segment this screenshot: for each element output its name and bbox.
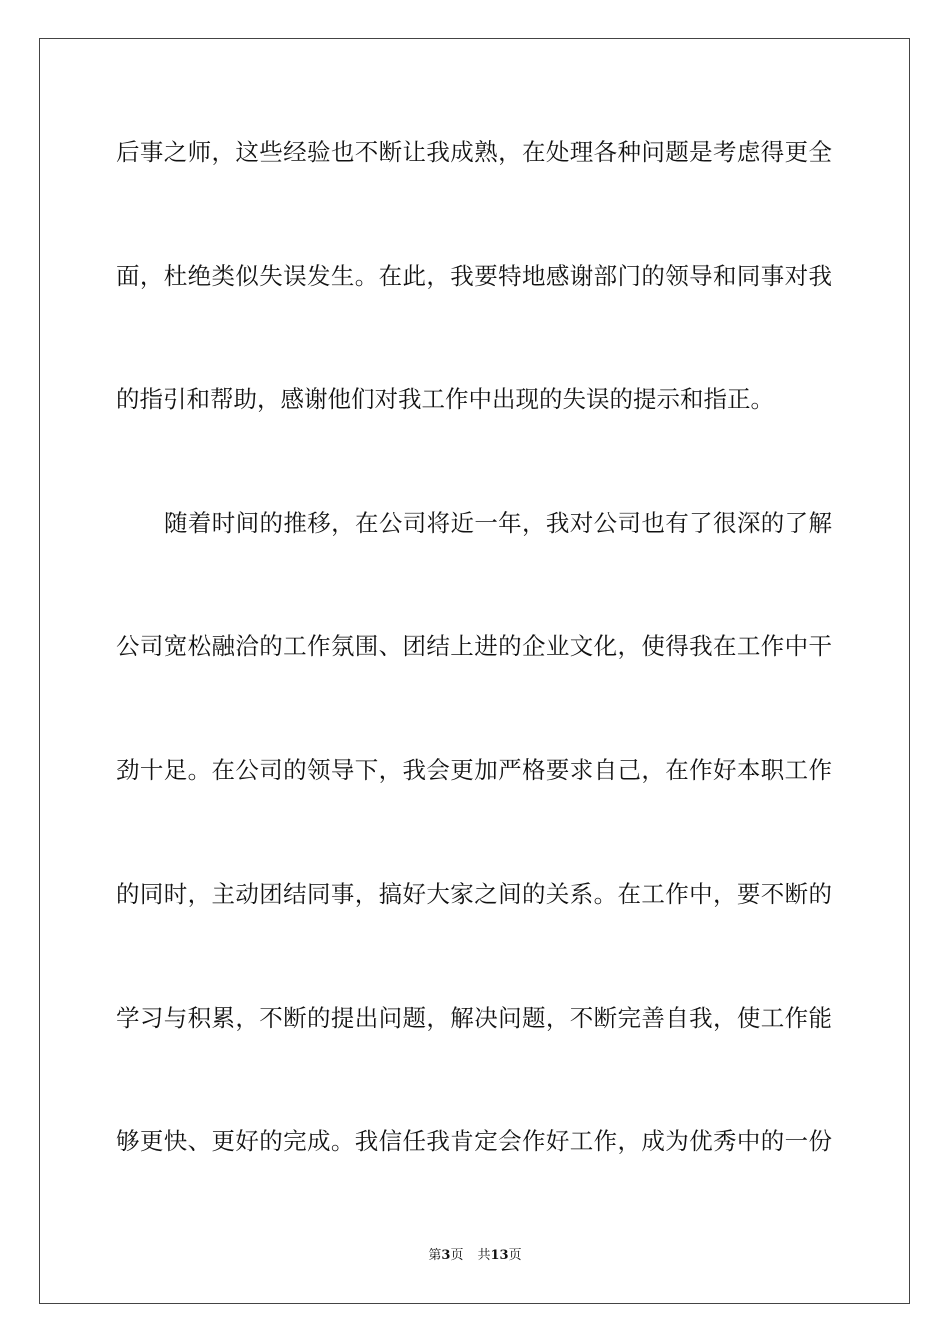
footer-total-suffix: 页 (508, 1248, 522, 1263)
page-footer (0, 1247, 950, 1265)
page-border (39, 38, 910, 1304)
text-line: 面，杜绝类似失误发生。在此，我要特地感谢部门的领导和同事对我 (116, 262, 832, 290)
footer-page-suffix: 页 (450, 1248, 464, 1263)
paragraph-first-line: 随着时间的推移，在公司将近一年，我对公司也有了很深的了解 (164, 509, 832, 537)
text-line: 够更快、更好的完成。我信任我肯定会作好工作，成为优秀中的一份 (116, 1127, 832, 1155)
text-line: 劲十足。在公司的领导下，我会更加严格要求自己，在作好本职工作 (116, 756, 832, 784)
footer-total-prefix: 共 (477, 1248, 491, 1263)
text-line: 后事之师，这些经验也不断让我成熟，在处理各种问题是考虑得更全 (116, 138, 832, 166)
text-line: 的同时，主动团结同事，搞好大家之间的关系。在工作中，要不断的 (116, 880, 832, 908)
footer-page-prefix: 第 (428, 1248, 442, 1263)
footer-page-number: 3 (441, 1248, 451, 1263)
text-line: 学习与积累，不断的提出问题，解决问题，不断完善自我，使工作能 (116, 1004, 832, 1032)
footer-total-pages: 13 (490, 1248, 509, 1263)
text-line: 的指引和帮助，感谢他们对我工作中出现的失误的提示和指正。 (116, 385, 774, 413)
text-line: 公司宽松融洽的工作氛围、团结上进的企业文化，使得我在工作中干 (116, 632, 832, 660)
